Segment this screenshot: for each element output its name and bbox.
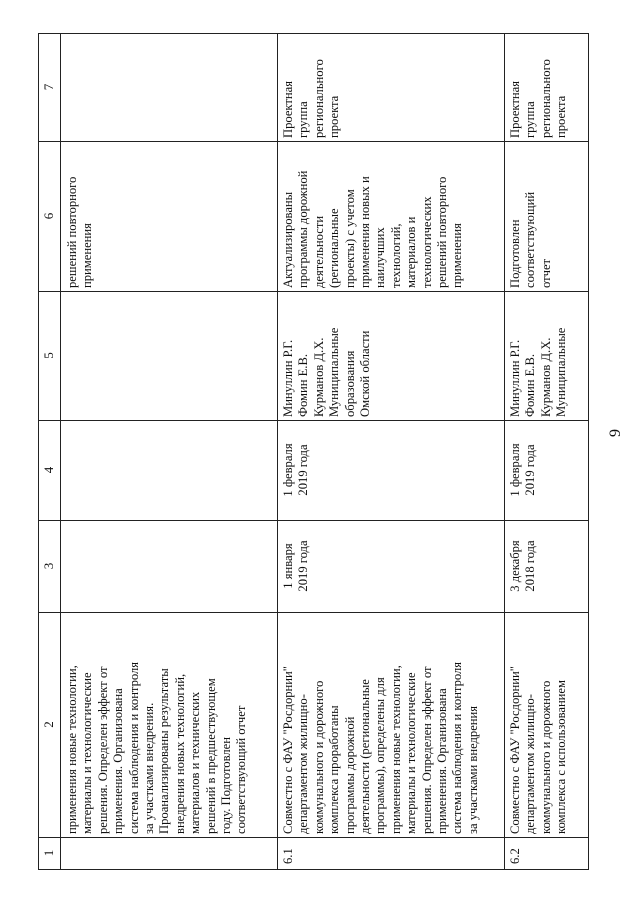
row-2-description: Совместно с ФАУ "Росдорнии" департаментом жилищно- коммунального и дорожного комплекса проработаны программы дорожной деятельности (региональные программы), определены для применения новые технологии, материалы и технологические решения. Определен эффект от применения. Организована система наблюдения и контроля за участками внедрения xyxy=(281,661,480,834)
row-2-number: 6.1 xyxy=(281,848,295,864)
column-divider-7-6 xyxy=(38,141,589,142)
row-2-start-date: 1 января 2019 года xyxy=(281,540,311,592)
column-divider-6-5 xyxy=(38,291,589,292)
row-2-result: Актуализированы программы дорожной деятельности (региональные проекты) с учетом применения новых и наилучших технологий, материалов и технологических решений повторного применения xyxy=(281,170,465,288)
header-row-divider xyxy=(60,33,61,870)
header-col-1: 1 xyxy=(41,849,56,857)
column-divider-4-3 xyxy=(38,520,589,521)
table-border-right xyxy=(588,33,589,870)
row-3-result: Подготовлен соответствующий отчет xyxy=(508,191,553,288)
header-col-2: 2 xyxy=(41,721,56,728)
row-3-number: 6.2 xyxy=(508,848,522,864)
header-col-7: 7 xyxy=(41,83,56,91)
row-1-result: решений повторного применения xyxy=(65,176,95,288)
column-divider-2-1 xyxy=(38,837,589,838)
row-2-end-date: 1 февраля 2019 года xyxy=(281,443,311,497)
header-col-4: 4 xyxy=(41,466,56,474)
column-divider-5-4 xyxy=(38,420,589,421)
column-divider-3-2 xyxy=(38,612,589,613)
header-col-5: 5 xyxy=(41,352,56,359)
row-3-executor: Проектная группа регионального проекта xyxy=(508,59,569,138)
row-3-description: Совместно с ФАУ "Росдорнии" департаментом жилищно- коммунального и дорожного комплекса с использованием xyxy=(508,666,569,834)
row-1-description: применения новые технологии, материалы и технологические решения. Определен эффект от применения. Организована система наблюдения и контроля за участками внедрения. Проанализированы результаты внедрения новых технологий, материалов и технических решений в предшествующем году. Подготовлен соответствующий отчет xyxy=(65,661,249,834)
table-border-bottom xyxy=(38,869,589,870)
page-number: 9 xyxy=(607,429,624,437)
row-3-end-date: 1 февраля 2019 года xyxy=(508,443,538,497)
row-divider-2 xyxy=(504,33,505,870)
header-col-3: 3 xyxy=(41,562,56,570)
header-col-6: 6 xyxy=(41,212,56,220)
row-divider-1 xyxy=(277,33,278,870)
row-2-executor: Проектная группа регионального проекта xyxy=(281,59,342,138)
row-3-start-date: 3 декабря 2018 года xyxy=(508,540,538,592)
row-3-responsible: Минуллин Р.Г. Фомин Е.В. Курманов Д.Х. Муниципальные xyxy=(508,327,569,417)
row-2-responsible: Минуллин Р.Г. Фомин Е.В. Курманов Д.Х. Муниципальные образования Омской области xyxy=(281,327,373,417)
